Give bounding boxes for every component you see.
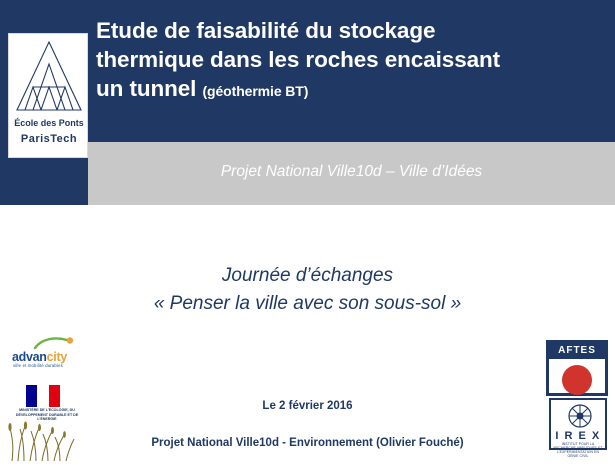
irex-subtitle: INSTITUT POUR LA RECHERCHE APPLIQUÉE ET L’EXPÉRIMENTATION EN GÉNIE CIVIL [553, 442, 603, 458]
title-block [88, 0, 615, 142]
event-block [0, 262, 615, 318]
page-title-line-2: thermique dans les roches encaissant [96, 47, 501, 72]
footer-date: Le 2 février 2016 [262, 400, 353, 412]
aftes-wordmark: AFTES [549, 343, 605, 359]
page-title-line-1: Etude de faisabilité du stockage [96, 18, 436, 43]
project-subtitle: Projet National Ville10d – Ville d’Idées [220, 163, 483, 180]
advancity-swoosh-icon [34, 337, 74, 350]
irex-logo [549, 398, 607, 458]
header-band [0, 0, 615, 205]
subtitle-band [88, 142, 615, 205]
irex-emblem-icon [567, 403, 593, 429]
paristech-caption: ParisTech [20, 133, 78, 145]
advancity-word-accent: city [46, 350, 67, 364]
page-title-line-3-sub: (géothermie BT) [202, 83, 309, 99]
french-flag-icon [26, 385, 60, 407]
event-title: Journée d’échanges [221, 265, 394, 286]
aftes-circle-icon [562, 365, 592, 395]
advancity-logo [12, 337, 88, 371]
advancity-tagline: ville et mobilité durables [13, 363, 63, 368]
ecole-des-ponts-logo [8, 33, 88, 158]
ecole-des-ponts-caption: École des Ponts [14, 118, 84, 128]
page-title-line-3 [96, 74, 597, 106]
aftes-logo [546, 340, 608, 396]
advancity-wordmark [12, 350, 67, 364]
grass-decoration-icon [6, 420, 78, 461]
event-theme: « Penser la ville avec son sous-sol » [153, 293, 462, 314]
page-title-line-3-main: un tunnel [96, 76, 203, 101]
footer-credit: Projet National Ville10d - Environnement (Olivier Fouché) [151, 437, 464, 449]
ministere-logo [12, 385, 82, 425]
triangle-lattice-icon [14, 38, 84, 116]
irex-wordmark: I R E X [555, 430, 601, 442]
ministere-label: MINISTÈRE DE L’ÉCOLOGIE, DU DÉVELOPPEMENT DURABLE ET DE L’ÉNERGIE [15, 408, 79, 422]
advancity-word-main: advan [12, 350, 47, 364]
